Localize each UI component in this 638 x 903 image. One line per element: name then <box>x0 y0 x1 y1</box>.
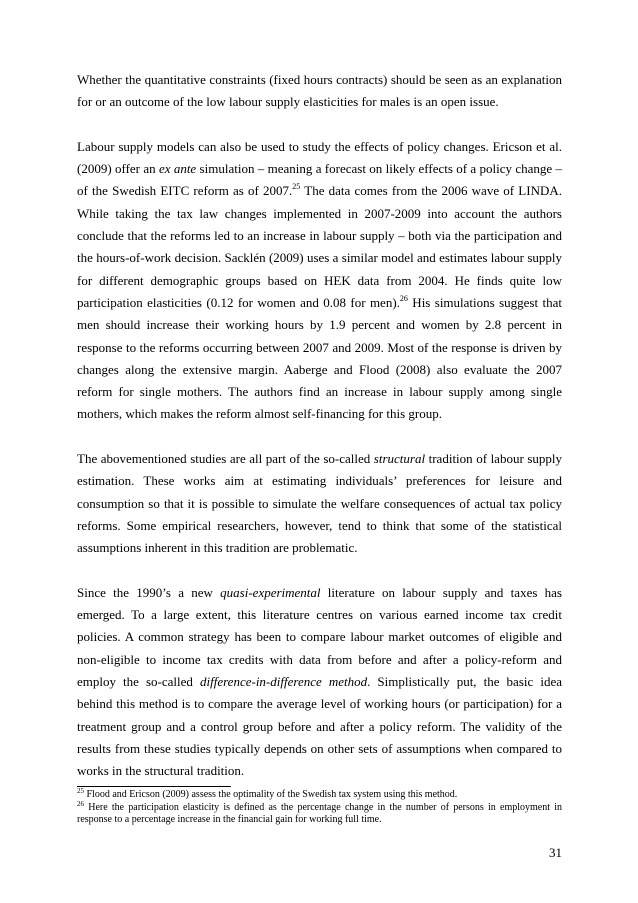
footnote-marker: 26 <box>77 799 84 808</box>
footnote <box>77 789 562 802</box>
text-run: tradition of labour supply estimation. These works aim at estimating individuals’ preferences for leisure and consumption so that it is possible to simulate the welfare consequences of actual tax policy reforms. Some empirical researchers, however, tend to think that some of the statistical assumptions inherent in this tradition are problematic. <box>77 451 562 556</box>
text-run: The abovementioned studies are all part of the so-called <box>77 451 374 467</box>
paragraph <box>77 136 562 426</box>
footnote-separator <box>77 786 231 787</box>
body-text <box>77 69 562 783</box>
italic-term: quasi-experimental <box>220 584 321 600</box>
footnote-text: Here the participation elasticity is defined as the percentage change in the number of persons in employment in response to a percentage increase in the financial gain for working full time. <box>77 801 562 825</box>
footnote <box>77 799 562 827</box>
paragraph <box>77 69 562 114</box>
paragraph <box>77 582 562 783</box>
text-run: literature on labour supply and taxes has emerged. To a large extent, this literature centres on various earned income tax credit policies. A common strategy has been to compare labour market outcomes of eligible and non-eligible to income tax credits with data from before and after a policy-reform and employ the so-called <box>77 584 562 690</box>
footnotes <box>77 789 562 827</box>
paragraph <box>77 448 562 559</box>
text-run: Since the 1990’s a new <box>77 584 221 600</box>
footnote-text: Flood and Ericson (2009) assess the optimality of the Swedish tax system using this method. <box>84 789 458 800</box>
text-run: Labour supply models can also be used to study the effects of policy changes. Ericson et al.(2009) offer an <box>77 138 562 177</box>
text-run: His simulations suggest that men should increase their working hours by 1.9 percent and women by 2.8 percent in response to the reforms occurring between 2007 and 2009. Most of the response is driven by changes along the extensive margin. Aaberge and Flood (2008) also evaluate the 2007 reform for single mothers. The authors find an increase in labour supply among single mothers, which makes the reform almost self-financing for this group. <box>77 294 562 422</box>
page-number: 31 <box>549 845 562 860</box>
footnote-marker: 25 <box>77 787 84 795</box>
text-run: simulation – meaning a forecast on likely effects of a policy change – of the Swedish EITC reform as of 2007. <box>77 161 563 199</box>
italic-term: ex ante <box>158 161 197 177</box>
italic-term: difference-in-difference method <box>200 674 368 690</box>
text-run: . Simplistically put, the basic idea behind this method is to compare the average level of working hours (or participation) for a treatment group and a control group before and after a policy reform. The validity of the results from these studies typically depends on other sets of assumptions when compared to works in the structural tradition. <box>77 674 562 779</box>
italic-term: structural <box>373 451 426 467</box>
footnote-ref: 26 <box>399 293 408 303</box>
footnote-ref: 25 <box>292 182 301 192</box>
text-run: Whether the quantitative constraints (fixed hours contracts) should be seen as an explanation for or an outcome of the low labour supply elasticities for males is an open issue. <box>77 72 562 110</box>
text-run: The data comes from the 2006 wave of LINDA. While taking the tax law changes implemented in 2007-2009 into account the authors conclude that the reforms led to an increase in labour supply – both via the participation and the hours-of-work decision. Sacklén (2009) uses a similar model and estimates labour supply for different demographic groups based on HEK data from 2004. He finds quite low participation elasticities (0.12 for women and 0.08 for men). <box>77 183 562 310</box>
